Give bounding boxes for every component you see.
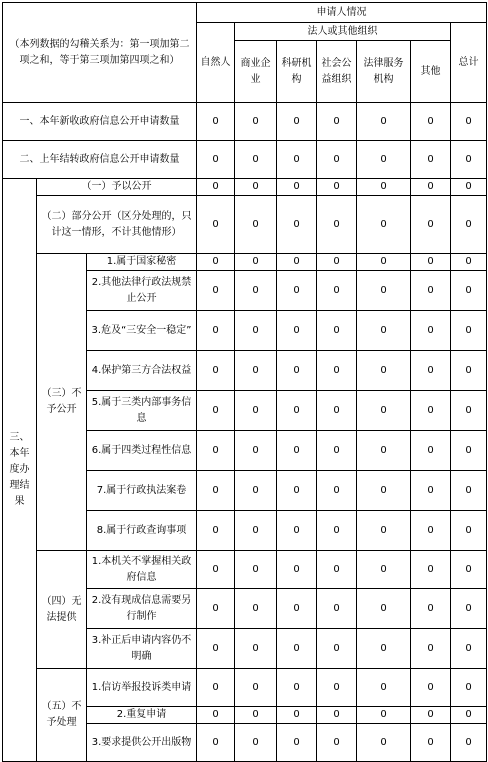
table-row (3, 141, 487, 179)
cell-value: 0 (317, 669, 357, 707)
cell-value: 0 (197, 196, 235, 254)
header-social: 社会公益组织 (317, 41, 357, 103)
cell-value: 0 (411, 471, 451, 511)
cell-value: 0 (277, 351, 317, 391)
cell-value: 0 (411, 141, 451, 179)
cell-value: 0 (235, 589, 277, 629)
cell-value: 0 (235, 271, 277, 311)
cell-value: 0 (277, 511, 317, 551)
cell-value: 0 (317, 471, 357, 511)
cell-value: 0 (411, 179, 451, 196)
cell-value: 0 (317, 351, 357, 391)
table-row (3, 551, 487, 589)
cell-value: 0 (235, 179, 277, 196)
cell-value: 0 (317, 311, 357, 351)
row-label: 5.属于三类内部事务信息 (87, 391, 197, 431)
cell-value: 0 (197, 707, 235, 724)
cell-value: 0 (357, 511, 411, 551)
cell-value: 0 (317, 141, 357, 179)
cell-value: 0 (277, 271, 317, 311)
cell-value: 0 (317, 511, 357, 551)
cell-value: 0 (357, 724, 411, 762)
cell-value: 0 (411, 669, 451, 707)
cell-value: 0 (357, 431, 411, 471)
cell-value: 0 (411, 196, 451, 254)
cell-value: 0 (451, 471, 487, 511)
cell-value: 0 (277, 724, 317, 762)
cell-value: 0 (235, 141, 277, 179)
cell-value: 0 (235, 511, 277, 551)
cell-value: 0 (277, 179, 317, 196)
table-row (3, 179, 487, 196)
row-label: 6.属于四类过程性信息 (87, 431, 197, 471)
cell-value: 0 (277, 196, 317, 254)
cell-value: 0 (357, 669, 411, 707)
refuse-group-label: （三）不予公开 (37, 254, 87, 551)
cell-value: 0 (357, 707, 411, 724)
cell-value: 0 (357, 311, 411, 351)
row-label: 一、本年新收政府信息公开申请数量 (3, 103, 197, 141)
header-legal-entity: 法人或其他组织 (235, 23, 451, 41)
cell-value: 0 (197, 351, 235, 391)
cell-value: 0 (317, 391, 357, 431)
cell-value: 0 (357, 391, 411, 431)
cell-value: 0 (197, 103, 235, 141)
cell-value: 0 (197, 551, 235, 589)
cell-value: 0 (451, 103, 487, 141)
cell-value: 0 (411, 391, 451, 431)
cell-value: 0 (451, 724, 487, 762)
cell-value: 0 (317, 196, 357, 254)
cell-value: 0 (235, 254, 277, 271)
header-total: 总计 (451, 23, 487, 103)
cell-value: 0 (451, 669, 487, 707)
cell-value: 0 (277, 669, 317, 707)
cell-value: 0 (451, 141, 487, 179)
cell-value: 0 (277, 707, 317, 724)
cell-value: 0 (277, 431, 317, 471)
cell-value: 0 (197, 141, 235, 179)
cell-value: 0 (357, 351, 411, 391)
cell-value: 0 (411, 707, 451, 724)
cell-value: 0 (235, 669, 277, 707)
cell-value: 0 (235, 196, 277, 254)
cell-value: 0 (357, 254, 411, 271)
row-label: 二、上年结转政府信息公开申请数量 (3, 141, 197, 179)
header-research: 科研机构 (277, 41, 317, 103)
cell-value: 0 (277, 141, 317, 179)
cell-value: 0 (411, 589, 451, 629)
cell-value: 0 (451, 196, 487, 254)
cell-value: 0 (451, 431, 487, 471)
cell-value: 0 (197, 431, 235, 471)
table-row (3, 669, 487, 707)
cell-value: 0 (451, 254, 487, 271)
row-label: 4.保护第三方合法权益 (87, 351, 197, 391)
not-processed-group-label: （五）不予处理 (37, 669, 87, 762)
cell-value: 0 (235, 724, 277, 762)
header-other: 其他 (411, 41, 451, 103)
cell-value: 0 (317, 179, 357, 196)
row-label: 1.信访举报投诉类申请 (87, 669, 197, 707)
row-label: 7.属于行政执法案卷 (87, 471, 197, 511)
cell-value: 0 (357, 629, 411, 669)
cell-value: 0 (277, 551, 317, 589)
cell-value: 0 (197, 179, 235, 196)
table-row (3, 103, 487, 141)
cell-value: 0 (197, 511, 235, 551)
row-label: 2.其他法律行政法规禁止公开 (87, 271, 197, 311)
cell-value: 0 (235, 551, 277, 589)
cell-value: 0 (411, 511, 451, 551)
cell-value: 0 (197, 271, 235, 311)
cell-value: 0 (357, 271, 411, 311)
cell-value: 0 (411, 724, 451, 762)
cell-value: 0 (357, 141, 411, 179)
cell-value: 0 (451, 629, 487, 669)
cell-value: 0 (411, 351, 451, 391)
cell-value: 0 (197, 471, 235, 511)
unable-group-label: （四）无法提供 (37, 551, 87, 669)
cell-value: 0 (197, 311, 235, 351)
cell-value: 0 (235, 629, 277, 669)
cell-value: 0 (451, 391, 487, 431)
cell-value: 0 (277, 254, 317, 271)
cell-value: 0 (411, 431, 451, 471)
cell-value: 0 (317, 629, 357, 669)
cell-value: 0 (277, 311, 317, 351)
cell-value: 0 (357, 551, 411, 589)
table-row (3, 196, 487, 254)
cell-value: 0 (451, 351, 487, 391)
cell-value: 0 (411, 103, 451, 141)
cell-value: 0 (197, 589, 235, 629)
cell-value: 0 (235, 707, 277, 724)
cell-value: 0 (317, 724, 357, 762)
cell-value: 0 (357, 103, 411, 141)
cell-value: 0 (235, 103, 277, 141)
row-label: 8.属于行政查询事项 (87, 511, 197, 551)
header-note: （本列数据的勾稽关系为：第一项加第二项之和，等于第三项加第四项之和） (3, 3, 197, 103)
header-natural-person: 自然人 (197, 23, 235, 103)
cell-value: 0 (317, 103, 357, 141)
row-label: 3.要求提供公开出版物 (87, 724, 197, 762)
row-label: 3.补正后申请内容仍不明确 (87, 629, 197, 669)
row-label: （一）予以公开 (37, 179, 197, 196)
row-label: （二）部分公开（区分处理的，只计这一情形，不计其他情形） (37, 196, 197, 254)
cell-value: 0 (451, 707, 487, 724)
cell-value: 0 (411, 254, 451, 271)
cell-value: 0 (411, 271, 451, 311)
statistics-table (2, 2, 487, 762)
cell-value: 0 (317, 271, 357, 311)
cell-value: 0 (235, 351, 277, 391)
cell-value: 0 (197, 254, 235, 271)
cell-value: 0 (451, 511, 487, 551)
cell-value: 0 (357, 179, 411, 196)
cell-value: 0 (357, 589, 411, 629)
cell-value: 0 (317, 551, 357, 589)
table-row (3, 254, 487, 271)
cell-value: 0 (235, 391, 277, 431)
cell-value: 0 (277, 471, 317, 511)
cell-value: 0 (277, 103, 317, 141)
cell-value: 0 (411, 311, 451, 351)
cell-value: 0 (317, 589, 357, 629)
cell-value: 0 (451, 311, 487, 351)
row-label: 3.危及“三安全一稳定” (87, 311, 197, 351)
cell-value: 0 (451, 179, 487, 196)
row-label: 1.属于国家秘密 (87, 254, 197, 271)
cell-value: 0 (235, 471, 277, 511)
cell-value: 0 (451, 271, 487, 311)
cell-value: 0 (277, 589, 317, 629)
cell-value: 0 (197, 724, 235, 762)
cell-value: 0 (357, 471, 411, 511)
cell-value: 0 (451, 551, 487, 589)
cell-value: 0 (411, 629, 451, 669)
cell-value: 0 (317, 431, 357, 471)
cell-value: 0 (277, 391, 317, 431)
cell-value: 0 (235, 431, 277, 471)
cell-value: 0 (317, 254, 357, 271)
cell-value: 0 (451, 589, 487, 629)
row-label: 2.没有现成信息需要另行制作 (87, 589, 197, 629)
cell-value: 0 (357, 196, 411, 254)
cell-value: 0 (197, 391, 235, 431)
row-label: 1.本机关不掌握相关政府信息 (87, 551, 197, 589)
cell-value: 0 (317, 707, 357, 724)
cell-value: 0 (277, 629, 317, 669)
row-label: 2.重复申请 (87, 707, 197, 724)
cell-value: 0 (235, 311, 277, 351)
header-commercial: 商业企业 (235, 41, 277, 103)
cell-value: 0 (411, 551, 451, 589)
cell-value: 0 (197, 669, 235, 707)
result-group-label: 三、本年度办理结果 (3, 179, 37, 762)
header-applicant: 申请人情况 (197, 3, 487, 23)
cell-value: 0 (197, 629, 235, 669)
header-legal-service: 法律服务机构 (357, 41, 411, 103)
